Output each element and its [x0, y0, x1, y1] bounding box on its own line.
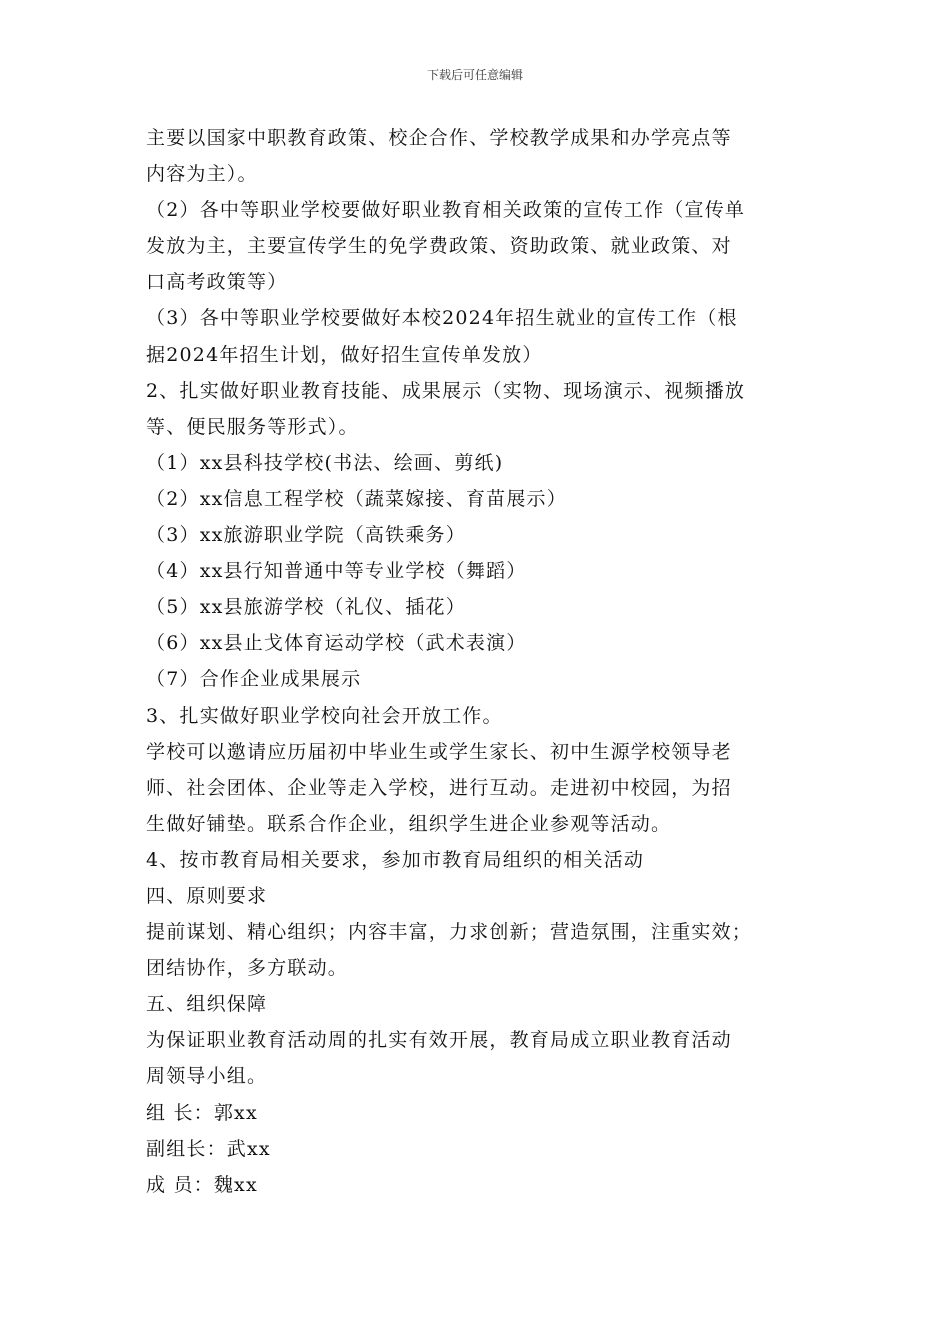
- text-line: 主要以国家中职教育政策、校企合作、学校教学成果和办学亮点等: [146, 127, 732, 149]
- member-line: 成 员：魏xx: [146, 1173, 258, 1196]
- text-line: （7）合作企业成果展示: [146, 668, 362, 691]
- text-line: 周领导小组。: [146, 1065, 268, 1088]
- text-line: （2）各中等职业学校要做好职业教育相关政策的宣传工作（宣传单: [146, 199, 746, 222]
- page-header: 下载后可任意编辑: [426, 68, 523, 82]
- text-line: 为保证职业教育活动周的扎实有效开展，教育局成立职业教育活动: [146, 1029, 732, 1052]
- text-line: 据2024年招生计划，做好招生宣传单发放）: [146, 343, 543, 366]
- text-line: 生做好铺垫。联系合作企业，组织学生进企业参观等活动。: [146, 812, 672, 835]
- text-line: 等、便民服务等形式）。: [146, 415, 359, 438]
- text-line: （6）xx县止戈体育运动学校（武术表演）: [146, 632, 527, 655]
- text-line: 2、扎实做好职业教育技能、成果展示（实物、现场演示、视频播放: [146, 379, 746, 402]
- body-text: [146, 120, 826, 1203]
- text-line: （3）xx旅游职业学院（高铁乘务）: [146, 524, 466, 547]
- text-line: 3、扎实做好职业学校向社会开放工作。: [146, 704, 503, 727]
- member-line: 副组长：武xx: [146, 1137, 271, 1160]
- section-heading: 五、组织保障: [146, 993, 268, 1016]
- text-line: 学校可以邀请应历届初中毕业生或学生家长、初中生源学校领导老: [146, 740, 732, 763]
- text-line: （4）xx县行知普通中等专业学校（舞蹈）: [146, 560, 527, 583]
- text-line: 口高考政策等）: [146, 271, 288, 294]
- text-line: 发放为主，主要宣传学生的免学费政策、资助政策、就业政策、对: [146, 235, 732, 258]
- text-line: 内容为主）。: [146, 163, 258, 186]
- text-line: （1）xx县科技学校(书法、绘画、剪纸): [146, 451, 504, 474]
- text-line: 4、按市教育局相关要求，参加市教育局组织的相关活动: [146, 848, 645, 871]
- text-line: （2）xx信息工程学校（蔬菜嫁接、育苗展示）: [146, 487, 567, 510]
- text-line: 团结协作，多方联动。: [146, 957, 349, 980]
- text-line: （5）xx县旅游学校（礼仪、插花）: [146, 596, 466, 619]
- section-heading: 四、原则要求: [146, 884, 268, 907]
- text-line: 提前谋划、精心组织；内容丰富，力求创新；营造氛围，注重实效；: [146, 921, 753, 944]
- member-line: 组 长：郭xx: [146, 1101, 258, 1124]
- text-line: 师、社会团体、企业等走入学校，进行互动。走进初中校园，为招: [146, 776, 732, 799]
- text-line: （3）各中等职业学校要做好本校2024年招生就业的宣传工作（根: [146, 307, 738, 330]
